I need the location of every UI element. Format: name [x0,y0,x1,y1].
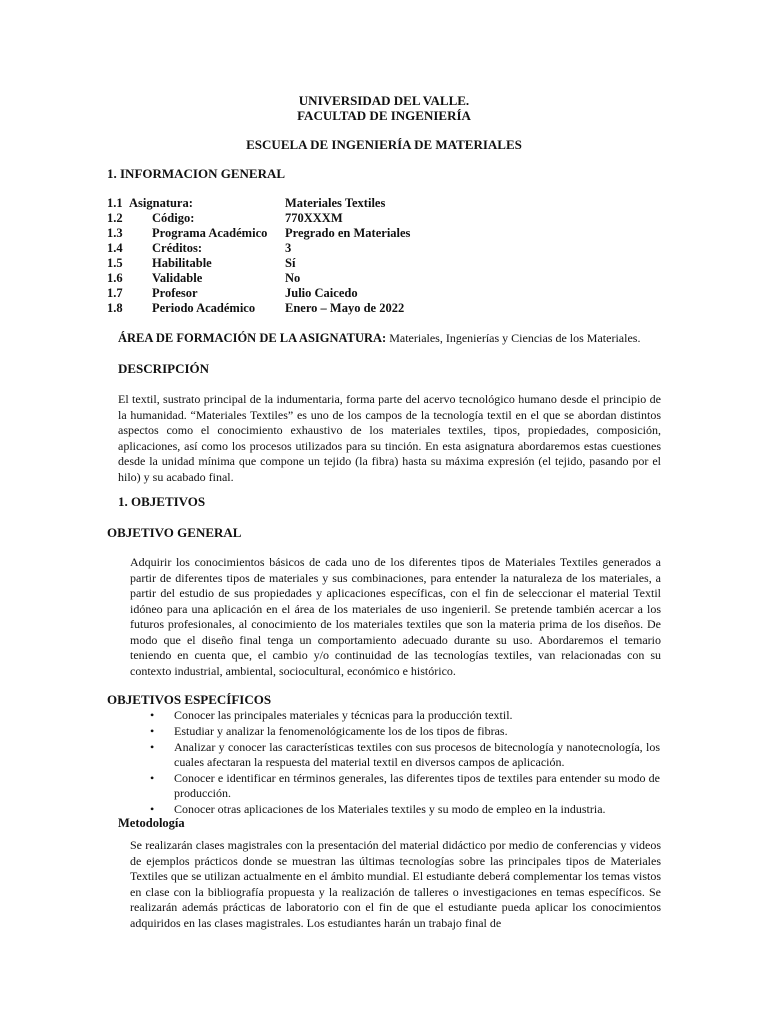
info-value: Julio Caicedo [285,286,358,300]
university-name: UNIVERSIDAD DEL VALLE. [298,93,470,108]
info-num: 1.2 [107,211,123,225]
info-label: Habilitable [152,256,212,270]
metodologia-text: Se realizarán clases magistrales con la presentación del material didáctico por medio de conferencias y videos de ejemplos prácticos donde se muestran las últimas tecnologías sobre las principales tipos de Materiales Textiles que se utilizan actualmente en el ámbito mundial. El estudiante deberá complementar los temas vistos en clase con la bibliografía propuesta y la realización de talleres o investigaciones en temas específicos. Se realizarán además prácticas de laboratorio con el fin de que el estudiante pueda aplicar los conocimientos adquiridos en las clases magistrales. Los estudiantes harán un trabajo final de [130,838,661,930]
info-num: 1.8 [107,301,123,315]
info-label: Periodo Académico [152,301,256,315]
info-row [107,256,667,271]
info-value: 3 [285,241,292,255]
info-value: 770XXXM [285,211,343,225]
list-item: • Conocer otras aplicaciones de los Materiales textiles y su modo de empleo en la industria. [148,802,660,817]
descripcion-text: El textil, sustrato principal de la indumentaria, forma parte del acervo tecnológico humano desde el principio de la humanidad. “Materiales Textiles” es uno de los campos de la tecnología textil en el que se abordan distintos aspectos como el conocimiento exhaustivo de los materiales textiles, tipos, propiedades, composición, aplicaciones, así como los procesos utilizados para su tinción. En esta asignatura abordaremos estas cuestiones desde la unidad mínima que compone un tejido (la fibra) hasta su máxima expresión (el tejido, pasando por el hilo) y su acabado final. [118,392,661,484]
info-value: Enero – Mayo de 2022 [285,301,405,315]
list-item: • Analizar y conocer las características textiles con sus procesos de bitecnología y nanotecnología, los cuales afectaran la respuesta del material textil en diversos campos de aplicación. [148,740,660,770]
info-row [107,211,667,226]
metodologia-title: Metodología [118,816,185,830]
info-num: 1.7 [107,286,123,300]
info-row [107,241,667,256]
info-num: 1.1 [107,196,123,210]
info-num: 1.4 [107,241,123,255]
area-value: Materiales, Ingenierías y Ciencias de los Materiales. [386,331,641,345]
objetivos-especificos-list [148,708,660,818]
section-title-general-info: 1. INFORMACION GENERAL [107,166,286,181]
info-row [107,196,667,211]
info-row [107,301,667,316]
info-num: 1.6 [107,271,123,285]
info-num: 1.3 [107,226,123,240]
list-item: • Conocer las principales materiales y técnicas para la producción textil. [148,708,660,723]
objetivo-general-title: OBJETIVO GENERAL [107,525,242,540]
info-label: Asignatura: [129,196,193,210]
area-formacion [118,331,640,346]
info-row [107,286,667,301]
objetivo-general-text: Adquirir los conocimientos básicos de cada uno de los diferentes tipos de Materiales Textiles generados a partir de diferentes tipos de materiales y sus combinaciones, para entender la naturaleza de los materiales, a partir del estudio de sus propiedades y aplicaciones específicas, con el fin de seleccionar el material Textil idóneo para una aplicación en el área de los materiales de uso ingenieril. Se pretende también acercar a los futuros profesionales, al conocimiento de los materiales textiles que son la materia prima de los diseños. De modo que el diseño final tenga un comportamiento adecuado durante su uso. Abordaremos el temario teniendo en cuenta que, el cambio y/o continuidad de las tecnologías textiles, van relacionadas con su contexto industrial, ambiental, sociocultural, económico e histórico. [130,555,661,678]
info-value: Sí [285,256,296,270]
info-row [107,271,667,286]
info-label: Profesor [152,286,198,300]
info-value: No [285,271,301,285]
info-label: Validable [152,271,203,285]
info-row [107,226,667,241]
list-item: • Estudiar y analizar la fenomenológicamente los de los tipos de fibras. [148,724,660,739]
info-value: Pregrado en Materiales [285,226,411,240]
info-label: Código: [152,211,195,225]
faculty-name: FACULTAD DE INGENIERÍA [297,108,471,123]
info-label: Créditos: [152,241,202,255]
info-num: 1.5 [107,256,123,270]
list-item: • Conocer e identificar en términos generales, las diferentes tipos de textiles para entender su modo de producción. [148,771,660,801]
info-label: Programa Académico [152,226,268,240]
area-label: ÁREA DE FORMACIÓN DE LA ASIGNATURA: [118,331,387,345]
objetivos-title: 1. OBJETIVOS [118,494,206,509]
school-name: ESCUELA DE INGENIERÍA DE MATERIALES [246,137,522,152]
objetivos-especificos-title: OBJETIVOS ESPECÍFICOS [107,692,272,707]
info-value: Materiales Textiles [285,196,386,210]
descripcion-title: DESCRIPCIÓN [118,361,210,376]
